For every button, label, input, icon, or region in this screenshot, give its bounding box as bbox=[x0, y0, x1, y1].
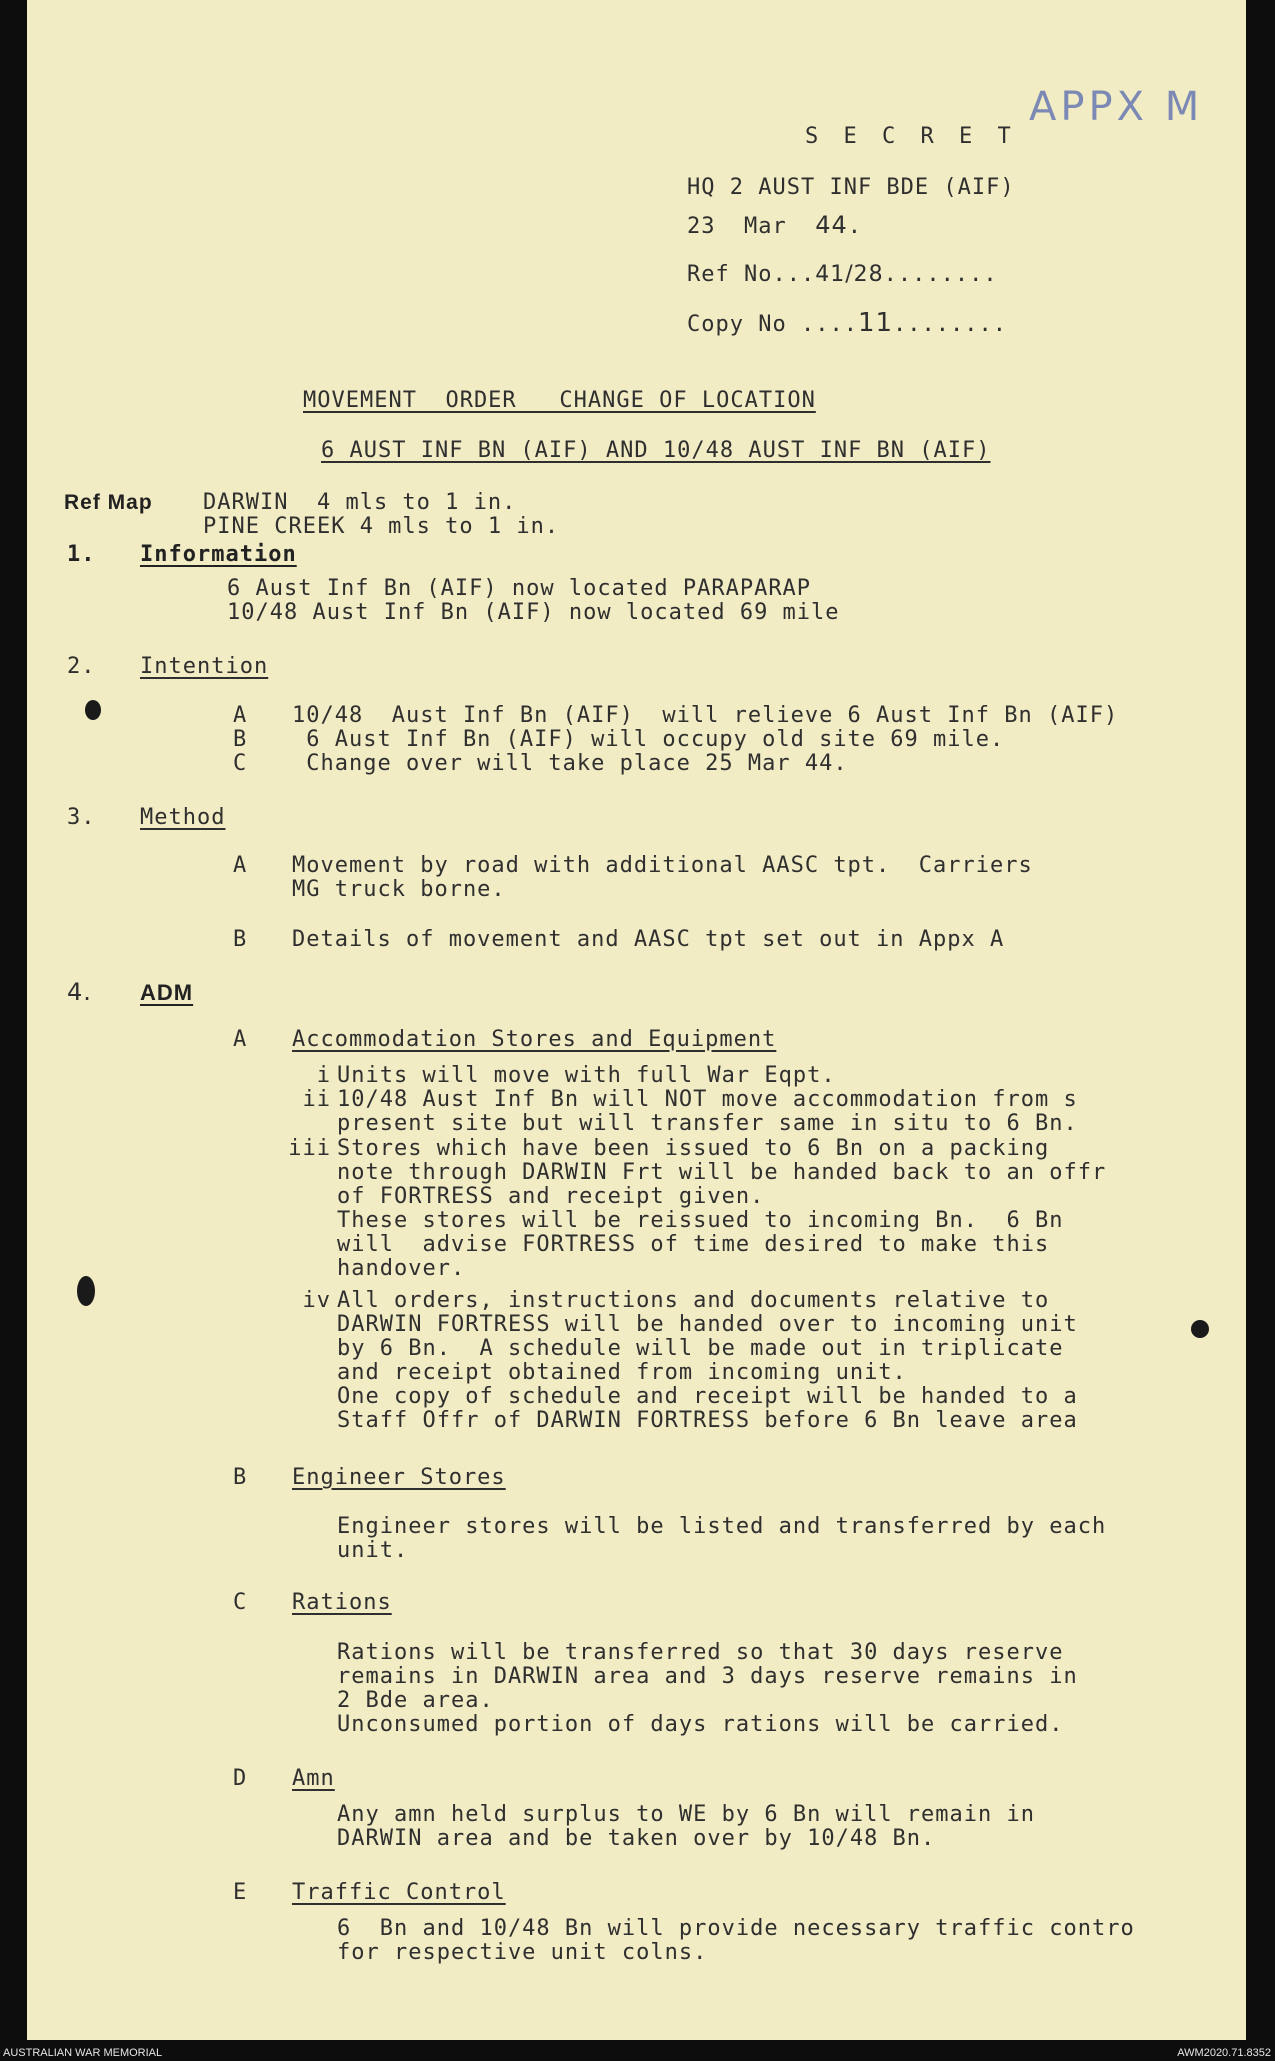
intention-letter: A bbox=[233, 703, 248, 728]
item-line: by 6 Bn. A schedule will be made out in triplicate bbox=[337, 1336, 1064, 1361]
rations-line: Unconsumed portion of days rations will be carried. bbox=[337, 1712, 1064, 1737]
item-line: of FORTRESS and receipt given. bbox=[337, 1184, 765, 1209]
classification-marking: S E C R E T bbox=[805, 124, 1017, 149]
method-text: Details of movement and AASC tpt set out in Appx A bbox=[292, 927, 1005, 952]
adm-subheading: Amn bbox=[292, 1766, 335, 1791]
adm-subheading: Engineer Stores bbox=[292, 1465, 506, 1490]
intention-letter: B bbox=[233, 727, 248, 752]
item-line: Units will move with full War Eqpt. bbox=[337, 1063, 836, 1088]
amn-line: DARWIN area and be taken over by 10/48 Bn. bbox=[337, 1826, 936, 1851]
traffic-control-line: for respective unit colns. bbox=[337, 1940, 708, 1965]
rations-line: remains in DARWIN area and 3 days reserve remains in bbox=[337, 1664, 1078, 1689]
rations-line: Rations will be transferred so that 30 days reserve bbox=[337, 1640, 1064, 1665]
ink-blot bbox=[85, 700, 101, 720]
section-1-heading: Information bbox=[140, 542, 297, 567]
adm-letter: B bbox=[233, 1465, 248, 1490]
method-text: Movement by road with additional AASC tpt. Carriers bbox=[292, 853, 1033, 878]
handwritten-appendix-note: APPX M bbox=[1029, 84, 1204, 130]
intention-letter: C bbox=[233, 751, 248, 776]
item-line: These stores will be reissued to incoming Bn. 6 Bn bbox=[337, 1208, 1064, 1233]
item-line: Stores which have been issued to 6 Bn on a packing bbox=[337, 1136, 1050, 1161]
punch-hole bbox=[1191, 1320, 1209, 1338]
adm-subheading: Rations bbox=[292, 1590, 392, 1615]
section-4-heading: ADM bbox=[140, 980, 194, 1005]
item-line: 10/48 Aust Inf Bn will NOT move accommodation from s bbox=[337, 1087, 1078, 1112]
item-numeral: ii bbox=[302, 1087, 331, 1112]
punch-hole bbox=[77, 1276, 95, 1306]
method-letter: B bbox=[233, 927, 248, 952]
rations-line: 2 Bde area. bbox=[337, 1688, 494, 1713]
adm-letter: C bbox=[233, 1590, 248, 1615]
adm-letter: A bbox=[233, 1027, 248, 1052]
date-line: 23 Mar 44. bbox=[687, 211, 863, 239]
item-numeral: iv bbox=[302, 1288, 331, 1313]
item-numeral: iii bbox=[288, 1136, 331, 1161]
hq-line: HQ 2 AUST INF BDE (AIF) bbox=[687, 175, 1015, 200]
engineer-stores-line: unit. bbox=[337, 1538, 409, 1563]
information-line: 6 Aust Inf Bn (AIF) now located PARAPARAP bbox=[227, 576, 812, 601]
item-line: All orders, instructions and documents relative to bbox=[337, 1288, 1050, 1313]
adm-subheading: Accommodation Stores and Equipment bbox=[292, 1027, 777, 1052]
item-line: present site but will transfer same in situ to 6 Bn. bbox=[337, 1111, 1078, 1136]
order-subtitle: 6 AUST INF BN (AIF) AND 10/48 AUST INF BN (AIF) bbox=[321, 438, 991, 463]
traffic-control-line: 6 Bn and 10/48 Bn will provide necessary traffic contro bbox=[337, 1916, 1135, 1941]
section-2-number: 2. bbox=[67, 654, 96, 679]
footer-accession-number: AWM2020.71.8352 bbox=[1177, 2047, 1271, 2059]
adm-subheading: Traffic Control bbox=[292, 1880, 506, 1905]
method-letter: A bbox=[233, 853, 248, 878]
section-1-number: 1. bbox=[67, 542, 96, 567]
ref-map-pine-creek: PINE CREEK 4 mls to 1 in. bbox=[203, 514, 560, 539]
adm-letter: E bbox=[233, 1880, 248, 1905]
ref-map-label: Ref Map bbox=[64, 491, 153, 514]
item-line: DARWIN FORTRESS will be handed over to incoming unit bbox=[337, 1312, 1078, 1337]
section-2-heading: Intention bbox=[140, 654, 269, 679]
intention-text: Change over will take place 25 Mar 44. bbox=[292, 751, 848, 776]
order-title: MOVEMENT ORDER CHANGE OF LOCATION bbox=[303, 388, 816, 413]
item-line: will advise FORTRESS of time desired to make this bbox=[337, 1232, 1050, 1257]
ref-map-darwin: DARWIN 4 mls to 1 in. bbox=[203, 490, 517, 515]
adm-letter: D bbox=[233, 1766, 248, 1791]
item-line: handover. bbox=[337, 1256, 466, 1281]
reference-number: Ref No...41/28........ bbox=[687, 262, 998, 287]
method-text: MG truck borne. bbox=[292, 877, 506, 902]
engineer-stores-line: Engineer stores will be listed and transferred by each bbox=[337, 1514, 1107, 1539]
amn-line: Any amn held surplus to WE by 6 Bn will remain in bbox=[337, 1802, 1036, 1827]
item-line: and receipt obtained from incoming unit. bbox=[337, 1360, 907, 1385]
intention-text: 6 Aust Inf Bn (AIF) will occupy old site 69 mile. bbox=[292, 727, 1005, 752]
item-line: One copy of schedule and receipt will be handed to a bbox=[337, 1384, 1078, 1409]
section-3-heading: Method bbox=[140, 805, 226, 830]
copy-number: Copy No ....11........ bbox=[687, 308, 1008, 338]
section-4-number: 4. bbox=[67, 978, 92, 1006]
item-line: note through DARWIN Frt will be handed back to an offr bbox=[337, 1160, 1107, 1185]
item-line: Staff Offr of DARWIN FORTRESS before 6 Bn leave area bbox=[337, 1408, 1078, 1433]
document-page bbox=[27, 0, 1246, 2040]
item-numeral: i bbox=[316, 1063, 331, 1088]
section-3-number: 3. bbox=[67, 805, 96, 830]
information-line: 10/48 Aust Inf Bn (AIF) now located 69 mile bbox=[227, 600, 840, 625]
intention-text: 10/48 Aust Inf Bn (AIF) will relieve 6 Aust Inf Bn (AIF) bbox=[292, 703, 1119, 728]
footer-institution: AUSTRALIAN WAR MEMORIAL bbox=[3, 2047, 163, 2059]
